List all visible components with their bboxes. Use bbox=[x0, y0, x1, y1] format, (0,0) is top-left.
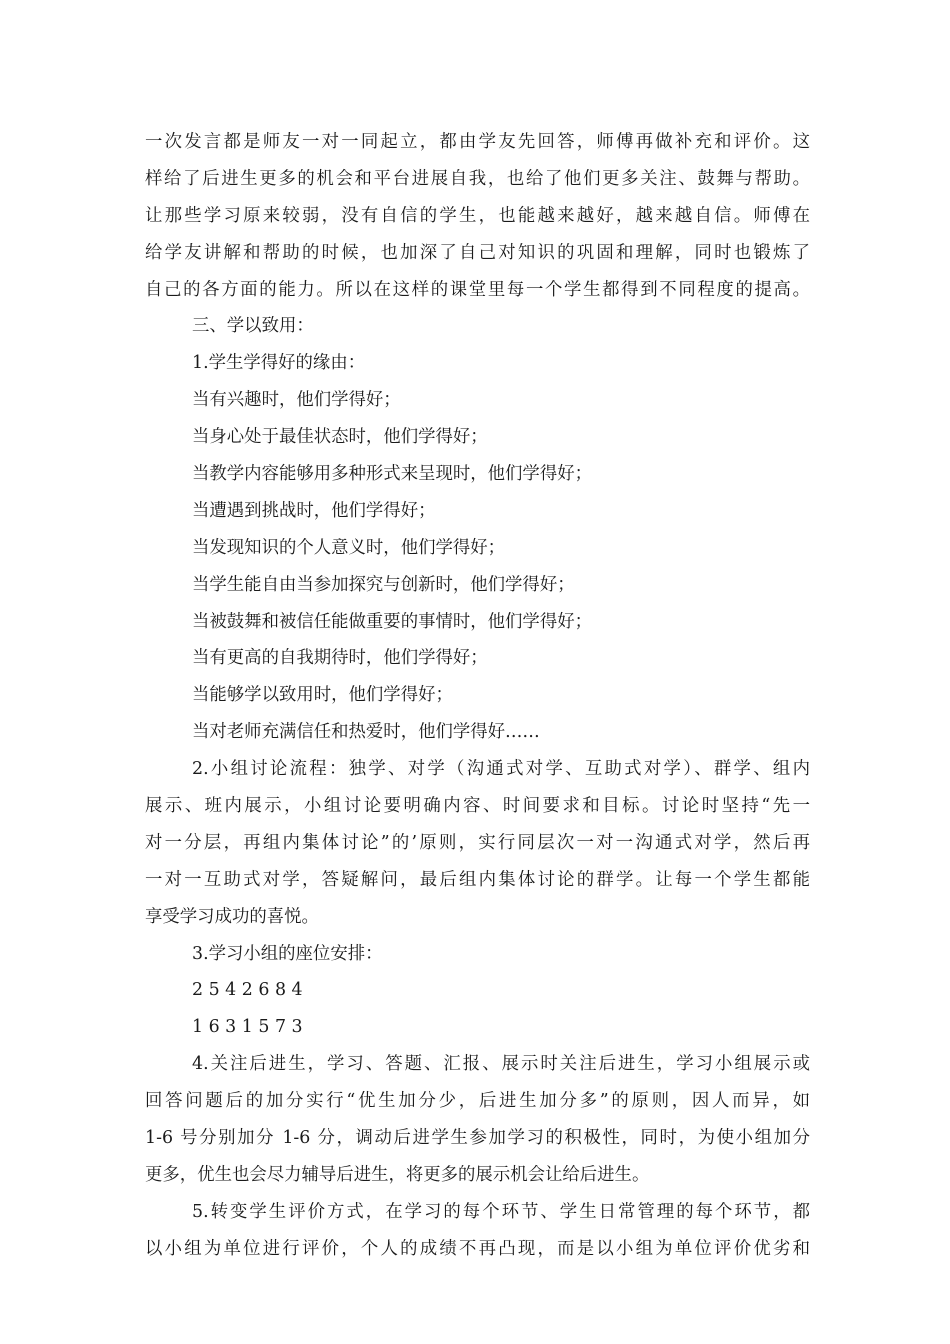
list-item: 当教学内容能够用多种形式来呈现时，他们学得好； bbox=[192, 464, 592, 485]
list-item: 当遭遇到挑战时，他们学得好； bbox=[192, 500, 436, 521]
paragraph-line: 样给了后进生更多的机会和平台进展自我，也给了他们更多关注、鼓舞与帮助。 bbox=[145, 168, 810, 189]
paragraph-line: 对一分层，再组内集体讨论”的’原则，实行同层次一对一沟通式对学，然后再 bbox=[145, 832, 810, 853]
paragraph-line: 自己的各方面的能力。所以在这样的课堂里每一个学生都得到不同程度的提高。 bbox=[145, 279, 810, 300]
paragraph-line: 给学友讲解和帮助的时候，也加深了自己对知识的巩固和理解，同时也锻炼了 bbox=[145, 242, 810, 263]
paragraph-line: 以小组为单位进行评价，个人的成绩不再凸现，而是以小组为单位评价优劣和 bbox=[145, 1238, 810, 1259]
paragraph-line: 展示、班内展示，小组讨论要明确内容、时间要求和目标。讨论时坚持“先一 bbox=[145, 796, 810, 817]
seating-row: 1 6 3 1 5 7 3 bbox=[192, 1017, 303, 1038]
list-heading: 1.学生学得好的缘由： bbox=[192, 353, 366, 374]
paragraph-line: 回答问题后的加分实行“优生加分少，后进生加分多”的原则，因人而异，如 bbox=[145, 1091, 810, 1112]
list-item: 当被鼓舞和被信任能做重要的事情时，他们学得好； bbox=[192, 611, 592, 632]
paragraph-line: 一次发言都是师友一对一同起立，都由学友先回答，师傅再做补充和评价。这 bbox=[145, 132, 810, 152]
list-item: 当能够学以致用时，他们学得好； bbox=[192, 685, 453, 706]
paragraph-line: 1-6 号分别加分 1-6 分，调动后进学生参加学习的积极性，同时，为使小组加分 bbox=[145, 1128, 810, 1149]
paragraph-line: 2.小组讨论流程：独学、对学（沟通式对学、互助式对学）、群学、组内 bbox=[192, 759, 810, 780]
seating-row: 2 5 4 2 6 8 4 bbox=[192, 980, 303, 1001]
paragraph-line: 5.转变学生评价方式，在学习的每个环节、学生日常管理的每个环节，都 bbox=[192, 1201, 810, 1222]
document-body bbox=[145, 124, 810, 1268]
paragraph-line: 让那些学习原来较弱，没有自信的学生，也能越来越好，越来越自信。师傅在 bbox=[145, 205, 810, 226]
paragraph-line: 4.关注后进生，学习、答题、汇报、展示时关注后进生，学习小组展示或 bbox=[192, 1054, 810, 1075]
section-heading: 三、学以致用： bbox=[192, 316, 314, 337]
list-item: 当学生能自由当参加探究与创新时，他们学得好； bbox=[192, 574, 575, 595]
list-item: 当有更高的自我期待时，他们学得好； bbox=[192, 648, 488, 669]
list-heading: 3.学习小组的座位安排： bbox=[192, 943, 383, 964]
list-item: 当发现知识的个人意义时，他们学得好； bbox=[192, 537, 506, 558]
paragraph-line: 更多，优生也会尽力辅导后进生，将更多的展示机会让给后进生。 bbox=[145, 1164, 650, 1185]
list-item: 当身心处于最佳状态时，他们学得好； bbox=[192, 427, 488, 448]
list-item: 当对老师充满信任和热爱时，他们学得好…… bbox=[192, 722, 540, 743]
list-item: 当有兴趣时，他们学得好； bbox=[192, 390, 401, 411]
paragraph-line: 享受学习成功的喜悦。 bbox=[145, 906, 319, 927]
paragraph-line: 一对一互助式对学，答疑解问，最后组内集体讨论的群学。让每一个学生都能 bbox=[145, 869, 810, 890]
